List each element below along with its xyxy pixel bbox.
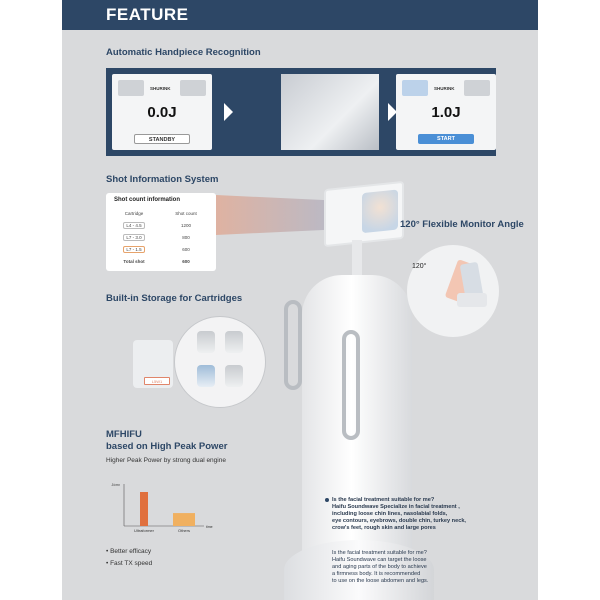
total-label: Total shot bbox=[123, 259, 145, 264]
start-screen bbox=[396, 74, 496, 150]
section-title-handpiece: Automatic Handpiece Recognition bbox=[106, 47, 261, 58]
screen-logo: SHURINK bbox=[150, 86, 171, 91]
cartridge-chip: L4 - 4.5 bbox=[123, 222, 144, 229]
faq-answer-line: a firmness body. It is recommended bbox=[332, 571, 421, 577]
bullet-efficacy: • Better efficacy bbox=[106, 548, 152, 555]
face-image bbox=[362, 189, 398, 233]
handpiece-photo bbox=[281, 74, 379, 150]
angle-label: 120° bbox=[412, 263, 427, 270]
cartridge-slot bbox=[225, 331, 243, 353]
bar-ultraformer bbox=[140, 492, 148, 526]
table-row bbox=[112, 221, 210, 231]
faq-answer-2 bbox=[332, 557, 428, 585]
table-row bbox=[112, 245, 210, 255]
handpiece-thumb bbox=[464, 80, 490, 96]
handpiece-thumb bbox=[118, 80, 144, 96]
standby-button[interactable]: STANDBY bbox=[134, 134, 190, 144]
shot-count-title: Shot count information bbox=[114, 197, 180, 203]
energy-readout: 1.0J bbox=[431, 104, 461, 121]
faq-answer-line: including loose chin lines, nasolabial folds, bbox=[332, 511, 448, 517]
shot-count-value: 600 bbox=[182, 247, 190, 252]
table-row bbox=[112, 233, 210, 243]
y-axis-label: J/cm² bbox=[111, 483, 120, 487]
cartridge-chip: L7 - 3.0 bbox=[123, 234, 144, 241]
table-row bbox=[112, 257, 210, 267]
monitor-angle-circle bbox=[407, 245, 499, 337]
section-title-monitor-angle: 120° Flexible Monitor Angle bbox=[400, 219, 524, 230]
bar-others bbox=[173, 513, 195, 526]
section-title-shot-info: Shot Information System bbox=[106, 174, 219, 185]
peak-power-chart bbox=[102, 478, 222, 538]
faq-answer-line: eye contours, eyebrows, double chin, turkey neck, bbox=[332, 518, 466, 524]
start-button[interactable]: START bbox=[418, 134, 474, 144]
faq-question-1: Is the facial treatment suitable for me? bbox=[332, 497, 435, 503]
energy-readout: 0.0J bbox=[147, 104, 177, 121]
total-value: 600 bbox=[182, 259, 190, 264]
storage-circle bbox=[174, 316, 266, 408]
faq-answer-line: to use on the loose abdomen and legs. bbox=[332, 578, 429, 584]
arrow-right-icon bbox=[224, 103, 233, 121]
column-header: Cartridge bbox=[124, 211, 144, 216]
cartridge-slot bbox=[225, 365, 243, 387]
cable-handle bbox=[342, 330, 360, 440]
x-axis-label: time bbox=[206, 525, 213, 529]
handpiece-thumb bbox=[402, 80, 428, 96]
mfhifu-title-line2: based on High Peak Power bbox=[106, 441, 228, 452]
handpiece-thumb bbox=[180, 80, 206, 96]
bullet-tx-speed: • Fast TX speed bbox=[106, 560, 153, 567]
cartridge-tag: L5W1 bbox=[144, 377, 170, 385]
cartridge-chip: L7 - 1.5 bbox=[123, 246, 144, 253]
cable-handle bbox=[284, 300, 302, 390]
screen-logo: SHURINK bbox=[434, 86, 455, 91]
faq-answer-1 bbox=[332, 504, 466, 532]
shot-table-header bbox=[112, 209, 210, 219]
category-label: Others bbox=[177, 528, 191, 533]
mfhifu-subtitle: Higher Peak Power by strong dual engine bbox=[106, 457, 226, 464]
faq-answer-line: and aging parts of the body to achieve bbox=[332, 564, 427, 570]
page-title: FEATURE bbox=[106, 5, 189, 24]
monitor-screen bbox=[324, 181, 404, 247]
faq-answer-line: Haifu Soundwave can target the loose bbox=[332, 557, 427, 563]
category-label: Ultraformer bbox=[133, 528, 155, 533]
section-title-storage: Built-in Storage for Cartridges bbox=[106, 293, 243, 304]
handpiece-panel bbox=[106, 68, 496, 156]
cartridge-slot bbox=[197, 365, 215, 387]
header-bar bbox=[62, 0, 538, 30]
faq-answer-line: Haifu Soundwave Specialize in facial treatment , bbox=[332, 504, 460, 510]
mfhifu-title bbox=[106, 429, 227, 453]
feature-page bbox=[62, 0, 538, 600]
machine-neck bbox=[352, 240, 362, 280]
column-header: Shot count bbox=[175, 211, 197, 216]
cartridge-slot bbox=[197, 331, 215, 353]
shot-count-value: 800 bbox=[182, 235, 190, 240]
bullet-dot-icon bbox=[325, 498, 329, 502]
faq-answer-line: crow's feet, rough skin and large pores bbox=[332, 525, 436, 531]
monitor-stand bbox=[457, 293, 487, 307]
standby-screen bbox=[112, 74, 212, 150]
shot-count-value: 1200 bbox=[180, 223, 191, 228]
shot-count-card bbox=[106, 193, 216, 271]
mfhifu-title-line1: MFHIFU bbox=[106, 429, 142, 440]
faq-question-2: Is the facial treatment suitable for me? bbox=[332, 550, 427, 556]
